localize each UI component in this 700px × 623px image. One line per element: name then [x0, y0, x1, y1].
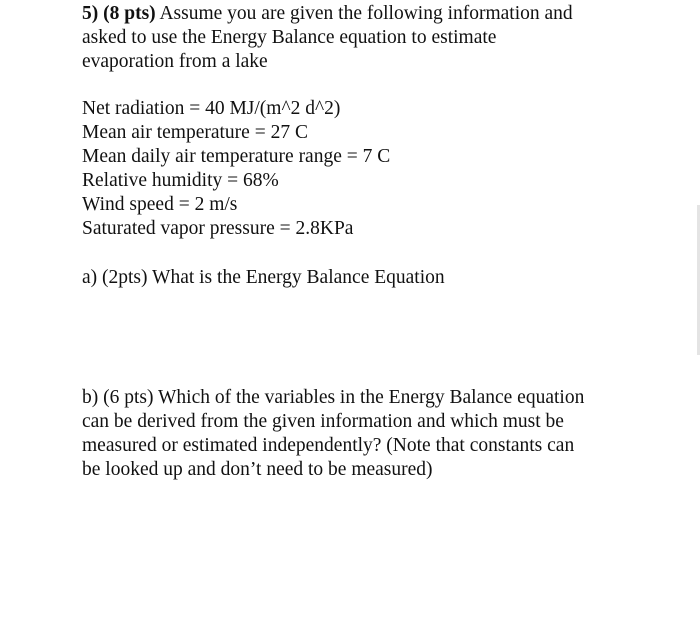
given-net-radiation: Net radiation = 40 MJ/(m^2 d^2) — [82, 98, 341, 119]
given-mean-air-temperature: Mean air temperature = 27 C — [82, 122, 308, 143]
question-line-1 — [82, 2, 642, 26]
given-relative-humidity: Relative humidity = 68% — [82, 170, 279, 191]
question-number: 5) (8 pts) — [82, 3, 156, 24]
part-b-question — [82, 386, 642, 482]
given-information-list — [82, 97, 642, 241]
question-intro — [82, 2, 642, 74]
part-a-text: a) (2pts) What is the Energy Balance Equation — [82, 267, 445, 288]
part-b-line-4: be looked up and don’t need to be measured) — [82, 459, 433, 480]
given-saturated-vapor-pressure: Saturated vapor pressure = 2.8KPa — [82, 218, 354, 239]
part-b-line-1: b) (6 pts) Which of the variables in the Energy Balance equation — [82, 387, 585, 408]
question-text-2: asked to use the Energy Balance equation to estimate — [82, 27, 497, 48]
part-a-question — [82, 266, 642, 290]
given-wind-speed: Wind speed = 2 m/s — [82, 194, 238, 215]
question-text-1: Assume you are given the following information and — [155, 3, 573, 24]
given-temperature-range: Mean daily air temperature range = 7 C — [82, 146, 391, 167]
question-text-3: evaporation from a lake — [82, 51, 268, 72]
part-b-line-2: can be derived from the given information and which must be — [82, 411, 564, 432]
part-b-line-3: measured or estimated independently? (Note that constants can — [82, 435, 575, 456]
